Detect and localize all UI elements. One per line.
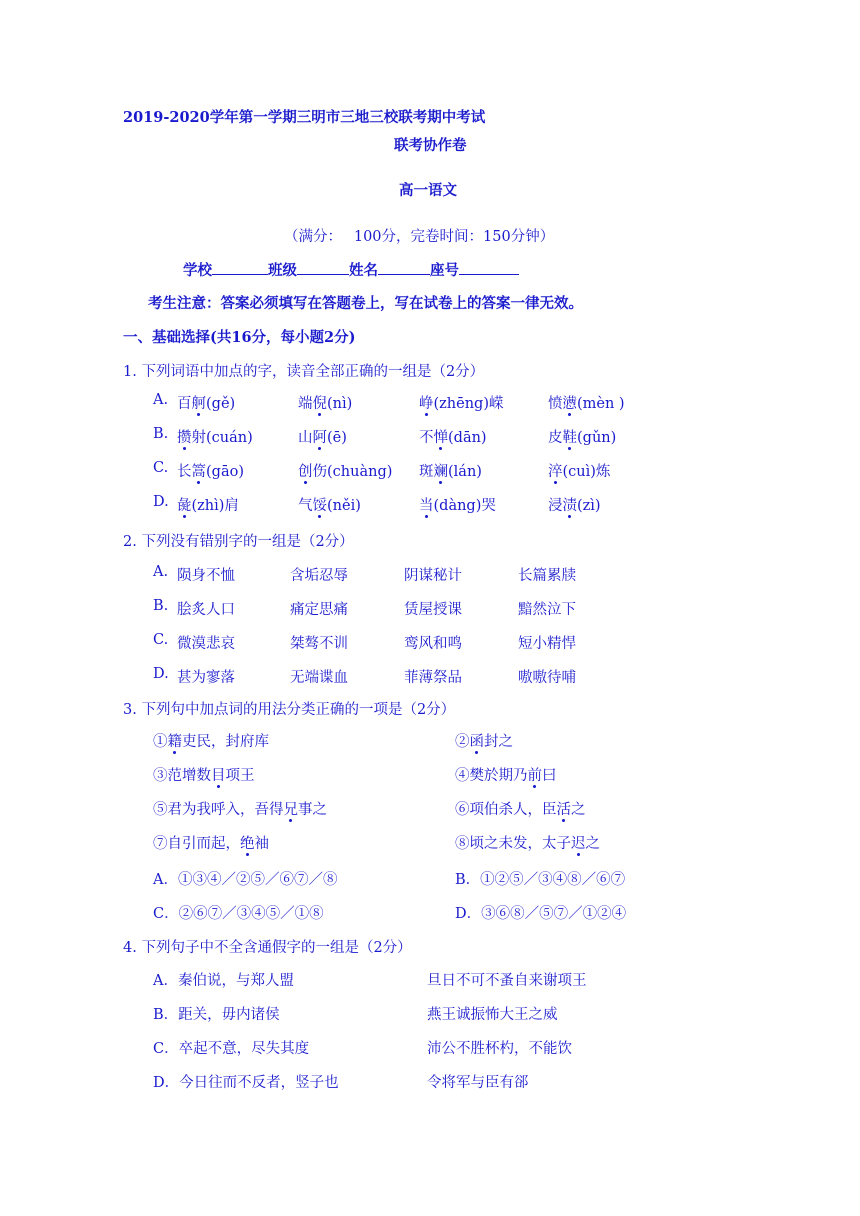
q4-option-c-left: C．卒起不意，尽失其度 <box>153 1041 310 1057</box>
q1-option-c-item: 长篙(gāo) <box>177 464 244 480</box>
q2-option-a-item: 长篇累牍 <box>518 568 576 584</box>
exam-notice: 考生注意：答案必须填写在答题卷上，写在试卷上的答案一律无效。 <box>148 295 583 312</box>
student-info-fields <box>183 259 519 280</box>
q2-option-a-item: 陨身不恤 <box>177 568 235 584</box>
field-seat-blank <box>459 260 519 275</box>
q4-option-d-right: 令将军与臣有郤 <box>427 1075 529 1091</box>
q1-option-a-item: 峥(zhēng)嵘 <box>419 396 504 412</box>
q2-option-d-label: D. <box>153 666 169 682</box>
field-school-label: 学校 <box>183 262 212 279</box>
q2-option-b-item: 黯然泣下 <box>518 602 576 618</box>
score-info: （满分： 100分，完卷时间：150分钟） <box>284 229 555 245</box>
q1-option-c-item: 斑斓(lán) <box>419 464 482 480</box>
q3-sentence-1: ①籍吏民，封府库 <box>153 734 269 750</box>
q3-option-d: D．③⑥⑧／⑤⑦／①②④ <box>455 906 627 922</box>
q1-option-c-item: 创伤(chuàng) <box>298 464 393 480</box>
q1-option-d-item: 彘(zhì)肩 <box>177 498 239 514</box>
q4-option-c-right: 沛公不胜杯杓，不能饮 <box>427 1041 572 1057</box>
section-heading: 一、基础选择(共16分，每小题2分) <box>123 329 356 346</box>
q2-option-d-item: 甚为寥落 <box>177 670 235 686</box>
q3-option-b: B．①②⑤／③④⑧／⑥⑦ <box>455 872 626 888</box>
q4-option-d-left: D．今日往而不反者，竖子也 <box>153 1075 339 1091</box>
q4-option-b-left: B．距关，毋内诸侯 <box>153 1007 280 1023</box>
q1-option-b-label: B. <box>153 426 169 442</box>
q1-option-d-item: 气馁(něi) <box>298 498 361 514</box>
q2-option-c-label: C. <box>153 632 169 648</box>
question-2-stem: 2. 下列没有错别字的一组是（2分） <box>123 534 354 550</box>
q2-option-c-item: 桀骜不训 <box>290 636 348 652</box>
question-1-stem: 1. 下列词语中加点的字，读音全部正确的一组是（2分） <box>123 364 485 380</box>
field-seat-label: 座号 <box>430 262 459 279</box>
q1-option-a-label: A. <box>153 392 169 408</box>
q2-option-d-item: 菲薄祭品 <box>404 670 462 686</box>
q3-sentence-2: ②函封之 <box>455 734 513 750</box>
q4-option-a-left: A．秦伯说，与郑人盟 <box>153 973 294 989</box>
field-school-blank <box>212 260 268 275</box>
q1-option-b-item: 不惮(dān) <box>419 430 487 446</box>
q1-option-d-item: 浸渍(zì) <box>548 498 601 514</box>
question-4-stem: 4. 下列句子中不全含通假字的一组是（2分） <box>123 940 412 956</box>
subject-title: 高一语文 <box>399 182 457 199</box>
q2-option-b-item: 赁屋授课 <box>404 602 462 618</box>
q3-option-c: C．②⑥⑦／③④⑤／①⑧ <box>153 906 324 922</box>
field-name-blank <box>378 260 430 275</box>
q1-option-a-item: 端倪(nì) <box>298 396 353 412</box>
q2-option-b-label: B. <box>153 598 169 614</box>
q2-option-c-item: 微漠悲哀 <box>177 636 235 652</box>
q2-option-c-item: 鸾风和鸣 <box>404 636 462 652</box>
field-class-label: 班级 <box>268 262 297 279</box>
exam-subtitle: 联考协作卷 <box>394 137 467 154</box>
q2-option-d-item: 无端谍血 <box>290 670 348 686</box>
q1-option-d-item: 当(dàng)哭 <box>419 498 496 514</box>
q1-option-d-label: D. <box>153 494 169 510</box>
exam-title: 2019-2020学年第一学期三明市三地三校联考期中考试 <box>123 109 486 126</box>
q3-sentence-3: ③范增数目项王 <box>153 768 255 784</box>
q2-option-c-item: 短小精悍 <box>518 636 576 652</box>
q1-option-a-item: 愤懑(mèn ) <box>548 396 625 412</box>
q2-option-b-item: 痛定思痛 <box>290 602 348 618</box>
q1-option-b-item: 攒射(cuán) <box>177 430 253 446</box>
q2-option-a-item: 含垢忍辱 <box>290 568 348 584</box>
q1-option-b-item: 皮鞋(gǔn) <box>548 430 617 446</box>
q1-option-b-item: 山阿(ē) <box>298 430 347 446</box>
q3-sentence-6: ⑥项伯杀人，臣活之 <box>455 802 586 818</box>
q1-option-c-item: 淬(cuì)炼 <box>548 464 611 480</box>
q2-option-a-item: 阴谋秘计 <box>404 568 462 584</box>
q1-option-a-item: 百舸(gě) <box>177 396 236 412</box>
q2-option-d-item: 嗷嗷待哺 <box>518 670 576 686</box>
q2-option-a-label: A. <box>153 564 169 580</box>
q4-option-b-right: 燕王诚振怖大王之威 <box>427 1007 558 1023</box>
field-class-blank <box>297 260 349 275</box>
field-name-label: 姓名 <box>349 262 378 279</box>
q3-sentence-4: ④樊於期乃前曰 <box>455 768 557 784</box>
question-3-stem: 3. 下列句中加点词的用法分类正确的一项是（2分） <box>123 702 456 718</box>
q3-sentence-7: ⑦自引而起，绝袖 <box>153 836 269 852</box>
q3-sentence-5: ⑤君为我呼入，吾得兄事之 <box>153 802 327 818</box>
q3-sentence-8: ⑧顷之未发，太子迟之 <box>455 836 600 852</box>
q2-option-b-item: 脍炙人口 <box>177 602 235 618</box>
q4-option-a-right: 旦日不可不蚤自来谢项王 <box>427 973 587 989</box>
q1-option-c-label: C. <box>153 460 169 476</box>
q3-option-a: A．①③④／②⑤／⑥⑦／⑧ <box>153 872 338 888</box>
